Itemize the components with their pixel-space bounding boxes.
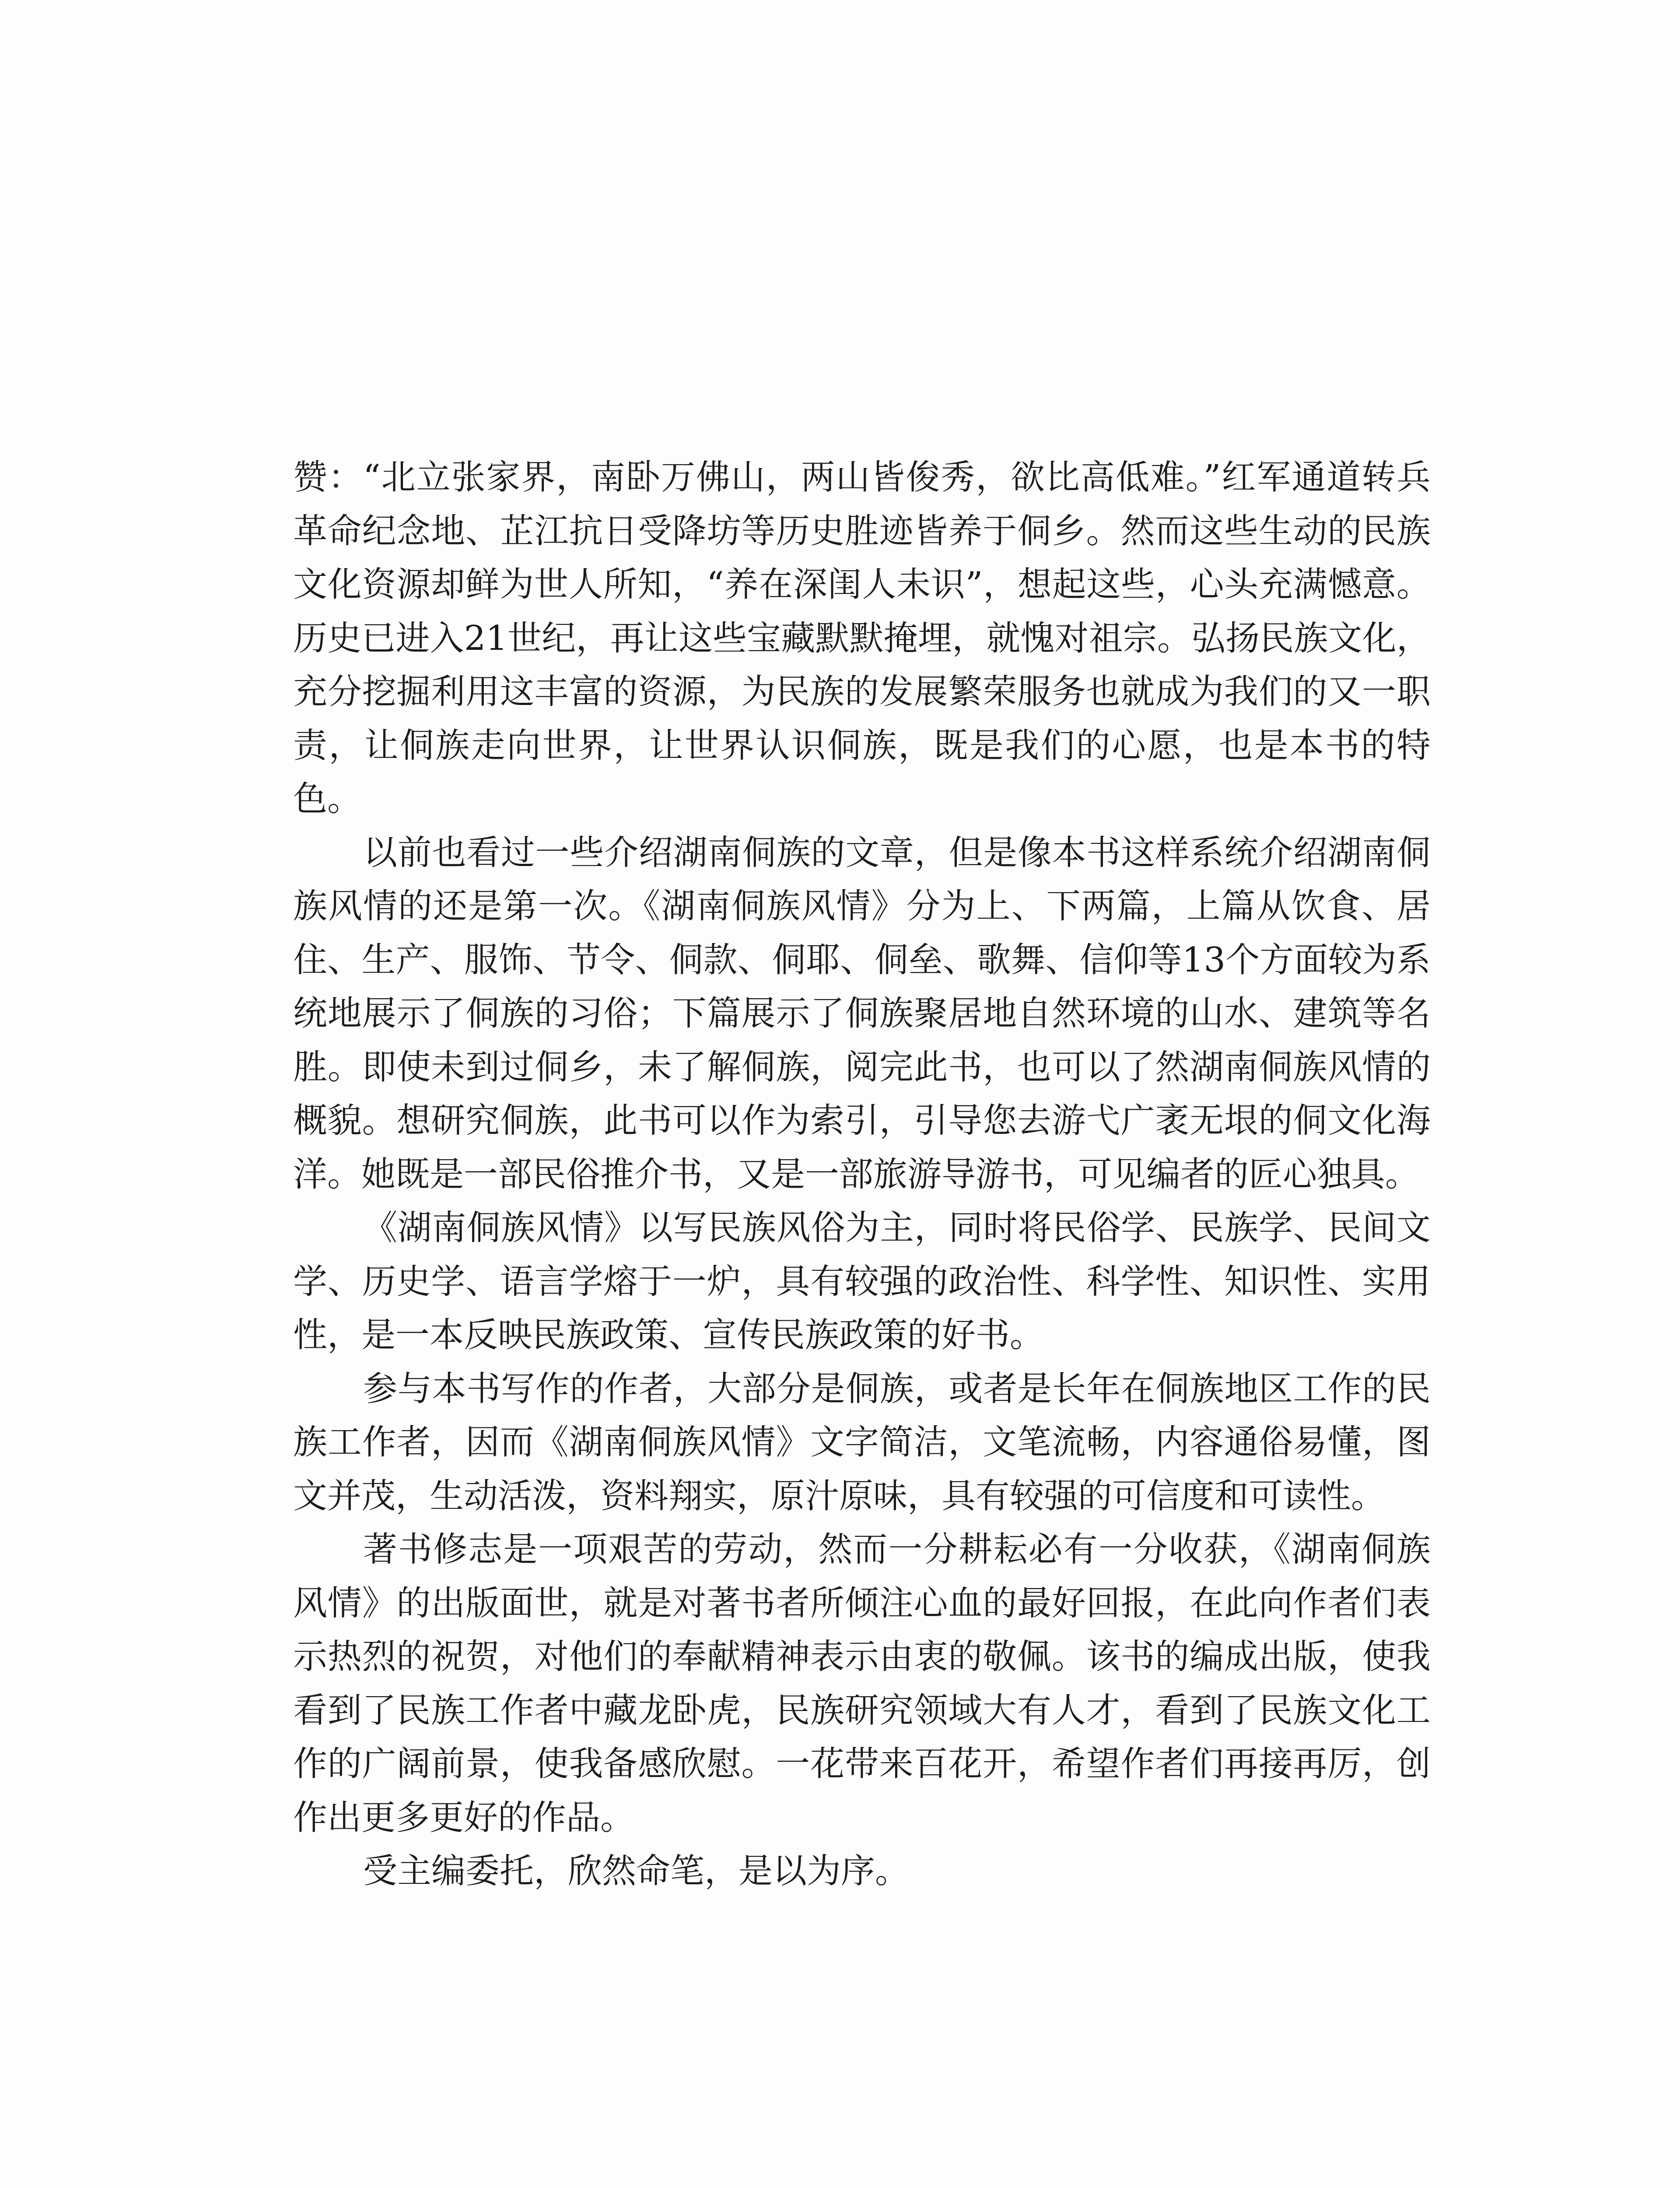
- paragraph: 以前也看过一些介绍湖南侗族的文章，但是像本书这样系统介绍湖南侗族风情的还是第一次。《湖南侗族风情》分为上、下两篇，上篇从饮食、居住、生产、服饰、节令、侗款、侗耶、侗垒、歌舞、信仰等13个方面较为系统地展示了侗族的习俗；下篇展示了侗族聚居地自然环境的山水、建筑等名胜。即使未到过侗乡，未了解侗族，阅完此书，也可以了然湖南侗族风情的概貌。想研究侗族，此书可以作为索引，引导您去游弋广袤无垠的侗文化海洋。她既是一部民俗推介书，又是一部旅游导游书，可见编者的匠心独具。: [293, 833, 1431, 1194]
- body-text: [293, 451, 1431, 1898]
- paragraph-closing: 受主编委托，欣然命笔，是以为序。: [363, 1851, 910, 1891]
- paragraph: 《湖南侗族风情》以写民族风俗为主，同时将民俗学、民族学、民间文学、历史学、语言学熔于一炉，具有较强的政治性、科学性、知识性、实用性，是一本反映民族政策、宣传民族政策的好书。: [293, 1208, 1431, 1355]
- paragraph: 著书修志是一项艰苦的劳动，然而一分耕耘必有一分收获，《湖南侗族风情》的出版面世，就是对著书者所倾注心血的最好回报，在此向作者们表示热烈的祝贺，对他们的奉献精神表示由衷的敬佩。该书的编成出版，使我看到了民族工作者中藏龙卧虎，民族研究领域大有人才，看到了民族文化工作的广阔前景，使我备感欣慰。一花带来百花开，希望作者们再接再厉，创作出更多更好的作品。: [293, 1530, 1431, 1837]
- paragraph: 参与本书写作的作者，大部分是侗族，或者是长年在侗族地区工作的民族工作者，因而《湖南侗族风情》文字简洁，文笔流畅，内容通俗易懂，图文并茂，生动活泼，资料翔实，原汁原味，具有较强的可信度和可读性。: [293, 1369, 1431, 1516]
- paragraph-continuation: 赞：“北立张家界，南卧万佛山，两山皆俊秀，欲比高低难。”红军通道转兵革命纪念地、芷江抗日受降坊等历史胜迹皆养于侗乡。然而这些生动的民族文化资源却鲜为世人所知，“养在深闺人未识”，想起这些，心头充满憾意。历史已进入21世纪，再让这些宝藏默默掩埋，就愧对祖宗。弘扬民族文化，充分挖掘利用这丰富的资源，为民族的发展繁荣服务也就成为我们的又一职责，让侗族走向世界，让世界认识侗族，既是我们的心愿，也是本书的特色。: [293, 458, 1431, 819]
